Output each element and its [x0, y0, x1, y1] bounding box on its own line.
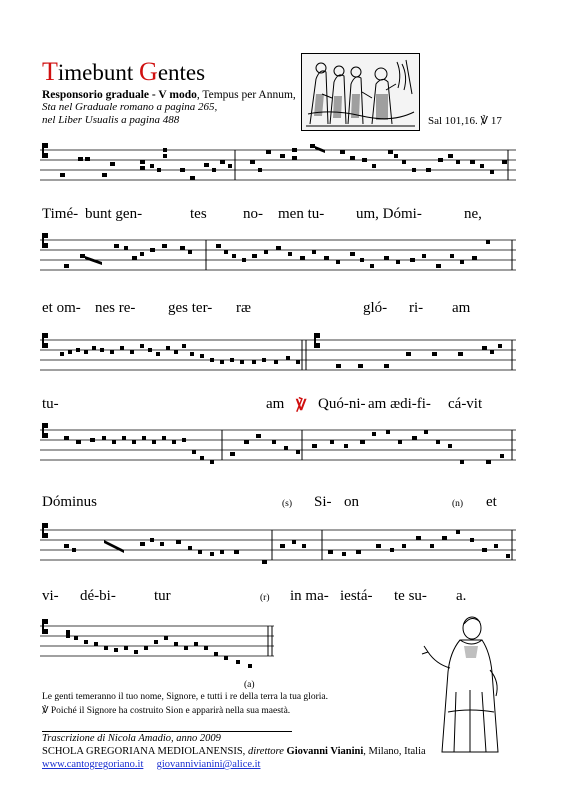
c-clef-icon — [42, 143, 48, 158]
page-title: Timebunt Gentes — [42, 57, 206, 86]
contact-links — [42, 759, 260, 770]
staff-6 — [40, 612, 274, 676]
translation-line-2: ℣ Poiché il Signore ha costruito Sion e apparirà nella sua maestà. — [42, 706, 291, 716]
choir-line: SCHOLA GREGORIANA MEDIOLANENSIS, direttore Giovanni Vianini, Milano, Italia — [42, 746, 426, 757]
genre-line: Responsorio graduale - V modo, Tempus per Annum, — [42, 89, 296, 101]
versicle-icon: ℣ — [296, 398, 307, 414]
monk-illustration-icon — [420, 612, 510, 760]
staff-5 — [40, 520, 516, 570]
lyrics-line-6: (a) — [244, 680, 255, 690]
graduale-ref: Sta nel Graduale romano a pagina 265, — [42, 101, 218, 113]
staff-3 — [40, 330, 516, 380]
translation-line-1: Le genti temeranno il tuo nome, Signore, e tutti i re della terra la tua gloria. — [42, 692, 328, 702]
email-link[interactable]: giovannivianini@alice.it — [156, 759, 261, 770]
website-link[interactable]: www.cantogregoriano.it — [42, 759, 144, 770]
woodcut-illustration-icon — [301, 53, 420, 131]
score-page: Timebunt Gentes Responsorio graduale - V modo, Tempus per Annum, Sta nel Graduale romano a pagina 265, nel Liber Usualis a pagina 488 Sal 101,16. ℣ 17 Timé- bunt gen- tes no- men tu- um, Dómi- ne, et om- nes re- ges ter- ræ gló- ri- am tu- am ℣ Quó-ni- am ædi-fi- cá-vit Dóminus (s) Si- on (n) et vi- dé-bi- tur (r) in ma- iestá- te su- a. (a) Le genti temeranno il tuo nome, Signore, e tutti i re della terra la tua gloria. ℣ Poiché il Signore ha costruito Sion e apparirà nella sua maestà. Trascrizione di Nicola Amadio, anno 2009 SCHOLA GREGORIANA MEDIOLANENSIS, direttore Giovanni Vianini, Milano, Italia www.cantogregoriano.it giovannivianini@alice.it — [0, 0, 566, 800]
liber-ref: nel Liber Usualis a pagina 488 — [42, 114, 180, 126]
staff-1 — [40, 140, 516, 190]
staff-4 — [40, 420, 516, 470]
psalm-ref: Sal 101,16. ℣ 17 — [428, 115, 502, 127]
staff-2 — [40, 230, 516, 280]
transcription-credit: Trascrizione di Nicola Amadio, anno 2009 — [42, 733, 221, 744]
footer-divider — [42, 731, 292, 732]
